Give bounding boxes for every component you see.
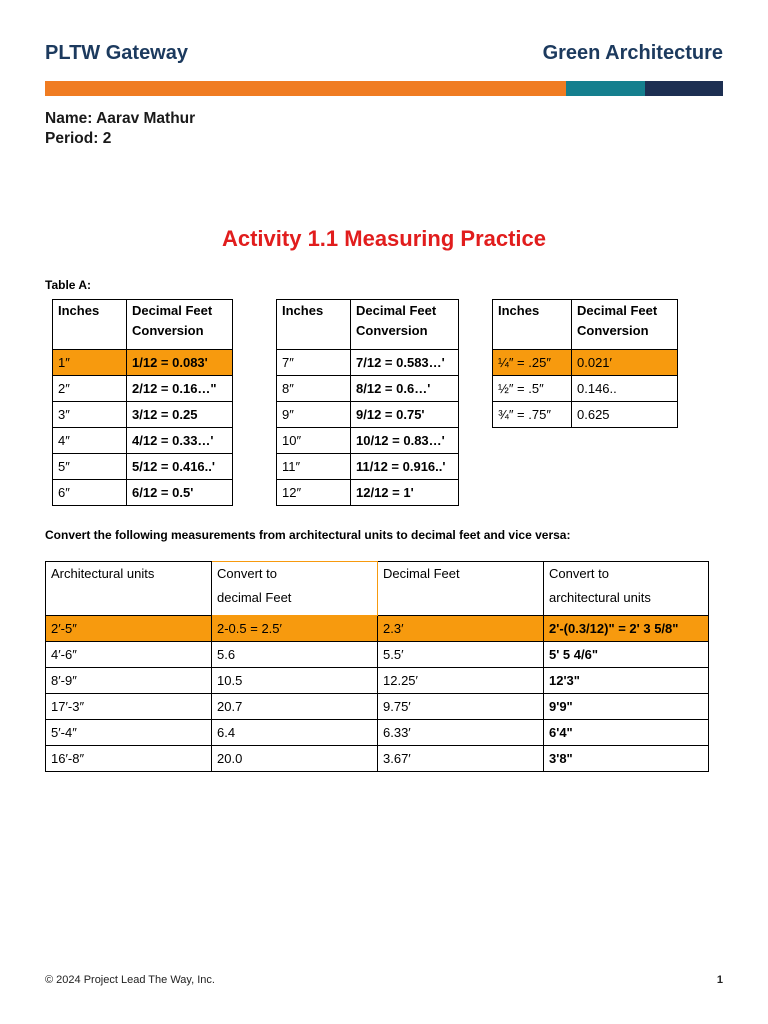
header-line: Decimal Feet xyxy=(383,566,460,581)
architectural-units-cell: 16′-8″ xyxy=(46,746,212,772)
inches-cell: 11″ xyxy=(277,454,351,480)
table-row xyxy=(46,668,709,694)
header-line: architectural units xyxy=(549,590,651,605)
inches-cell: 8″ xyxy=(277,376,351,402)
table-row xyxy=(53,454,233,480)
header-inches: Inches xyxy=(493,300,572,350)
architectural-units-cell: 2′-5″ xyxy=(46,616,212,642)
header-inches: Inches xyxy=(277,300,351,350)
decimal-feet-cell: 3.67′ xyxy=(378,746,544,772)
table-row xyxy=(53,480,233,506)
decimal-feet-cell: 12/12 = 1' xyxy=(351,480,459,506)
decimal-feet-cell: 0.021′ xyxy=(572,350,678,376)
table-row xyxy=(277,376,459,402)
decimal-feet-cell: 0.625 xyxy=(572,402,678,428)
convert-architectural-cell: 9'9" xyxy=(544,694,709,720)
table-row xyxy=(493,350,678,376)
decimal-feet-cell: 12.25′ xyxy=(378,668,544,694)
convert-architectural-cell: 3'8" xyxy=(544,746,709,772)
inches-cell: ¼″ = .25″ xyxy=(493,350,572,376)
header-color-bar xyxy=(45,81,723,96)
table-row xyxy=(493,402,678,428)
table-row xyxy=(277,402,459,428)
table-a-inches-1-6 xyxy=(52,299,233,506)
table-row xyxy=(493,376,678,402)
table-a-inches-7-12 xyxy=(276,299,459,506)
decimal-feet-cell: 4/12 = 0.33…' xyxy=(127,428,233,454)
convert-architectural-cell: 6'4" xyxy=(544,720,709,746)
conversion-table xyxy=(45,561,709,772)
header-decimal-feet: Decimal Feet Conversion xyxy=(572,300,678,350)
decimal-feet-cell: 5.5′ xyxy=(378,642,544,668)
header-line: Convert to xyxy=(217,566,277,581)
page-number: 1 xyxy=(716,974,723,986)
inches-cell: ½″ = .5″ xyxy=(493,376,572,402)
decimal-feet-cell: 5/12 = 0.416..' xyxy=(127,454,233,480)
decimal-feet-cell: 6/12 = 0.5' xyxy=(127,480,233,506)
inches-cell: 6″ xyxy=(53,480,127,506)
table-header-row xyxy=(277,300,459,350)
table-row xyxy=(46,642,709,668)
inches-cell: 7″ xyxy=(277,350,351,376)
table-row xyxy=(46,746,709,772)
bar-segment-navy xyxy=(645,81,723,96)
decimal-feet-cell: 7/12 = 0.583…' xyxy=(351,350,459,376)
header-decimal-feet xyxy=(378,562,544,616)
decimal-feet-cell: 8/12 = 0.6…' xyxy=(351,376,459,402)
table-row xyxy=(46,694,709,720)
student-period: Period: 2 xyxy=(45,130,112,147)
architectural-units-cell: 17′-3″ xyxy=(46,694,212,720)
student-name: Name: Aarav Mathur xyxy=(45,110,196,127)
header-line: Architectural units xyxy=(51,566,155,581)
table-a-label: Table A: xyxy=(45,278,92,292)
decimal-feet-cell: 1/12 = 0.083' xyxy=(127,350,233,376)
header-decimal-feet: Decimal Feet Conversion xyxy=(351,300,459,350)
inches-cell: 12″ xyxy=(277,480,351,506)
header-line: decimal Feet xyxy=(217,590,292,605)
header-line: Convert to xyxy=(549,566,609,581)
conversion-instructions: Convert the following measurements from architectural units to decimal feet and vice versa: xyxy=(45,528,571,542)
footer-copyright: © 2024 Project Lead The Way, Inc. xyxy=(45,974,215,986)
convert-decimal-cell: 20.7 xyxy=(212,694,378,720)
inches-cell: 4″ xyxy=(53,428,127,454)
table-row xyxy=(53,376,233,402)
convert-decimal-cell: 5.6 xyxy=(212,642,378,668)
inches-cell: 9″ xyxy=(277,402,351,428)
inches-cell: 1″ xyxy=(53,350,127,376)
inches-cell: 2″ xyxy=(53,376,127,402)
table-row xyxy=(53,428,233,454)
convert-decimal-cell: 6.4 xyxy=(212,720,378,746)
architectural-units-cell: 4′-6″ xyxy=(46,642,212,668)
table-row xyxy=(277,454,459,480)
inches-cell: 10″ xyxy=(277,428,351,454)
architectural-units-cell: 5′-4″ xyxy=(46,720,212,746)
header-course: PLTW Gateway xyxy=(45,42,188,64)
decimal-feet-cell: 11/12 = 0.916..' xyxy=(351,454,459,480)
table-row xyxy=(46,720,709,746)
decimal-feet-cell: 0.146.. xyxy=(572,376,678,402)
table-row xyxy=(277,428,459,454)
decimal-feet-cell: 6.33′ xyxy=(378,720,544,746)
page-title: Activity 1.1 Measuring Practice xyxy=(221,226,547,251)
table-row xyxy=(46,616,709,642)
convert-architectural-cell: 12'3" xyxy=(544,668,709,694)
header-convert-decimal xyxy=(212,562,378,616)
decimal-feet-cell: 3/12 = 0.25 xyxy=(127,402,233,428)
table-header-row xyxy=(53,300,233,350)
decimal-feet-cell: 9/12 = 0.75' xyxy=(351,402,459,428)
decimal-feet-cell: 2.3′ xyxy=(378,616,544,642)
table-a-fractions xyxy=(492,299,678,428)
table-header-row xyxy=(46,562,709,616)
decimal-feet-cell: 10/12 = 0.83…' xyxy=(351,428,459,454)
header-decimal-feet: Decimal Feet Conversion xyxy=(127,300,233,350)
table-row xyxy=(277,350,459,376)
header-inches: Inches xyxy=(53,300,127,350)
table-row xyxy=(53,350,233,376)
decimal-feet-cell: 2/12 = 0.16…" xyxy=(127,376,233,402)
inches-cell: 5″ xyxy=(53,454,127,480)
architectural-units-cell: 8′-9″ xyxy=(46,668,212,694)
header-architectural-units xyxy=(46,562,212,616)
convert-decimal-cell: 10.5 xyxy=(212,668,378,694)
table-header-row xyxy=(493,300,678,350)
student-info xyxy=(45,109,195,149)
convert-decimal-cell: 2-0.5 = 2.5′ xyxy=(212,616,378,642)
header-unit: Green Architecture xyxy=(542,42,723,64)
header-convert-architectural xyxy=(544,562,709,616)
inches-cell: 3″ xyxy=(53,402,127,428)
table-row xyxy=(277,480,459,506)
inches-cell: ¾″ = .75″ xyxy=(493,402,572,428)
convert-decimal-cell: 20.0 xyxy=(212,746,378,772)
convert-architectural-cell: 5' 5 4/6" xyxy=(544,642,709,668)
convert-architectural-cell: 2'-(0.3/12)" = 2' 3 5/8" xyxy=(544,616,709,642)
decimal-feet-cell: 9.75′ xyxy=(378,694,544,720)
table-row xyxy=(53,402,233,428)
bar-segment-teal xyxy=(566,81,645,96)
bar-segment-orange xyxy=(45,81,566,96)
